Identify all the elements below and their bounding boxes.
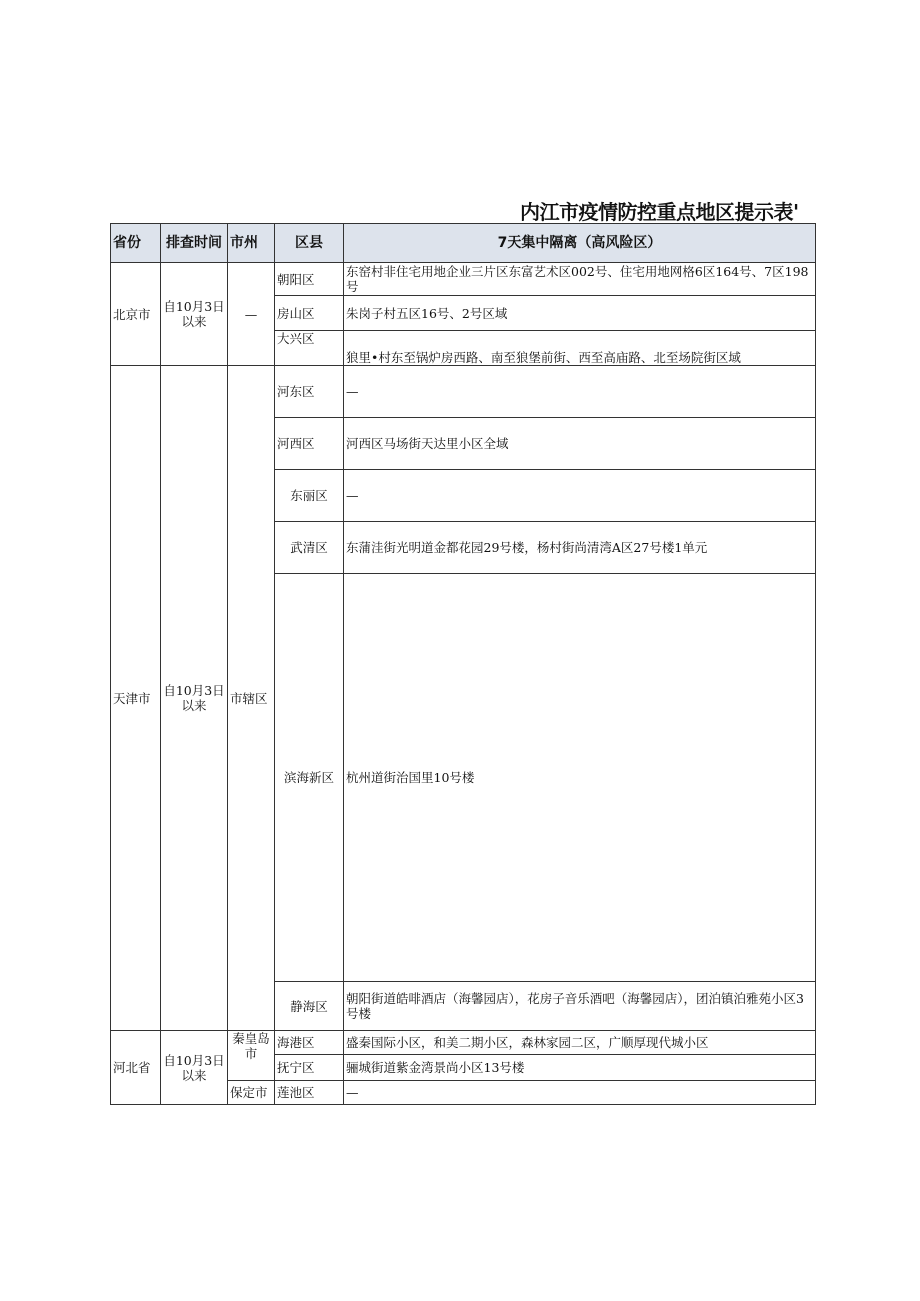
district-cell: 莲池区 <box>275 1081 344 1105</box>
district-cell: 河西区 <box>275 418 344 470</box>
risk-area-cell: — <box>344 366 816 418</box>
risk-area-cell: — <box>344 1081 816 1105</box>
risk-area-cell: 朱岗子村五区16号、2号区域 <box>344 296 816 331</box>
city-cell: — <box>228 263 275 366</box>
province-cell: 天津市 <box>111 366 161 1031</box>
district-cell: 河东区 <box>275 366 344 418</box>
header-district: 区县 <box>275 224 344 263</box>
district-cell: 静海区 <box>275 982 344 1031</box>
district-cell: 朝阳区 <box>275 263 344 296</box>
header-risk-area: 7天集中隔离（高风险区） <box>344 224 816 263</box>
table-row <box>111 1031 816 1055</box>
risk-area-cell: 杭州道街治国里10号楼 <box>344 574 816 982</box>
risk-area-cell: 狼里•村东至锅炉房西路、南至狼堡前街、西至高庙路、北至场院街区域 <box>344 331 816 366</box>
header-time: 排查时间 <box>161 224 228 263</box>
risk-area-cell: 盛秦国际小区，和美二期小区，森林家园二区，广顺厚现代城小区 <box>344 1031 816 1055</box>
district-cell: 海港区 <box>275 1031 344 1055</box>
city-cell: 保定市 <box>228 1081 275 1105</box>
province-cell: 北京市 <box>111 263 161 366</box>
header-city: 市州 <box>228 224 275 263</box>
city-cell: 市辖区 <box>228 366 275 1031</box>
time-cell: 自10月3日以来 <box>161 366 228 1031</box>
district-cell: 东丽区 <box>275 470 344 522</box>
table-row <box>111 366 816 418</box>
time-cell: 自10月3日以来 <box>161 263 228 366</box>
risk-area-table <box>110 223 816 1105</box>
table-header-row <box>111 224 816 263</box>
risk-area-cell: — <box>344 470 816 522</box>
district-cell: 滨海新区 <box>275 574 344 982</box>
risk-area-cell: 骊城街道紫金湾景尚小区13号楼 <box>344 1055 816 1081</box>
district-cell: 武清区 <box>275 522 344 574</box>
risk-area-cell: 东窑村非住宅用地企业三片区东富艺术区002号、住宅用地网格6区164号、7区198号 <box>344 263 816 296</box>
district-cell: 房山区 <box>275 296 344 331</box>
table-row <box>111 263 816 296</box>
header-province: 省份 <box>111 224 161 263</box>
document-title: 内江市疫情防控重点地区提示表' <box>520 200 799 224</box>
city-cell: 秦皇岛市 <box>228 1031 275 1081</box>
risk-area-cell: 河西区马场街天达里小区全域 <box>344 418 816 470</box>
district-cell: 大兴区 <box>275 331 344 366</box>
time-cell: 自10月3日以来 <box>161 1031 228 1105</box>
district-cell: 抚宁区 <box>275 1055 344 1081</box>
risk-area-cell: 东蒲洼街光明道金都花园29号楼，杨村街尚清湾A区27号楼1单元 <box>344 522 816 574</box>
province-cell: 河北省 <box>111 1031 161 1105</box>
risk-area-cell: 朝阳街道皓啡酒店（海馨园店），花房子音乐酒吧（海馨园店），团泊镇泊雅苑小区3号楼 <box>344 982 816 1031</box>
